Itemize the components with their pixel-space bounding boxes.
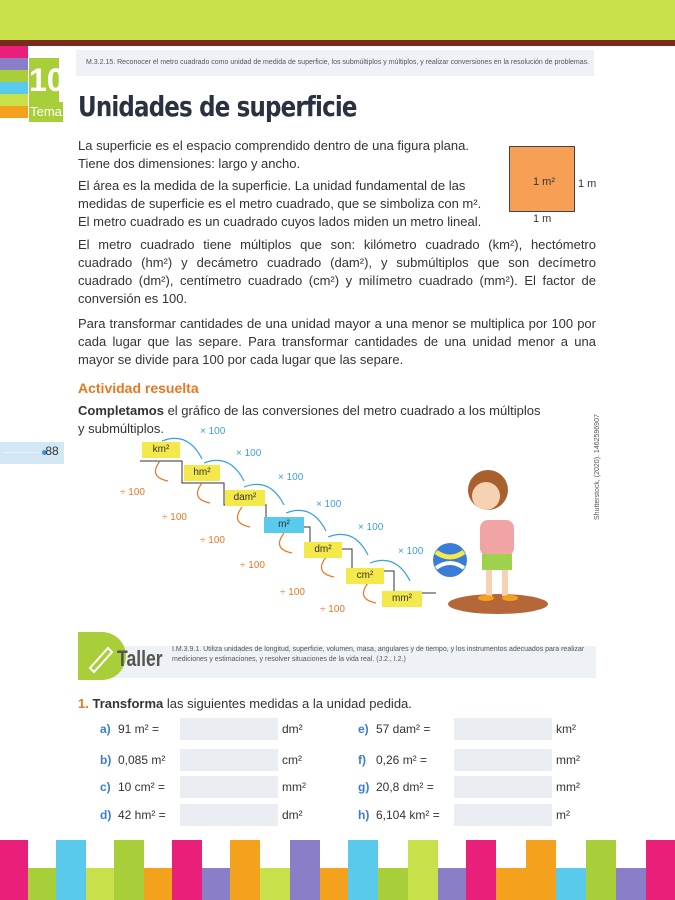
exercise-item-d [100,804,166,826]
item-expression: 42 hm² = [118,808,166,822]
answer-field-a[interactable] [180,718,278,740]
activity-lead-bold: Completamos [78,403,164,418]
bottom-color-strip [0,840,675,900]
item-expression: 6,104 km² = [376,808,440,822]
answer-field-b[interactable] [180,749,278,771]
exercise-item-a [100,718,159,740]
page-number: 88 [45,444,59,458]
target-unit-g: mm² [556,780,580,794]
item-letter: b) [100,753,112,767]
intro-paragraph-1: La superficie es el espacio comprendido dentro de una figura plana. Tiene dos dimensiones: largo y ancho. [78,138,469,171]
taller-standard: I.M.3.9.1. Utiliza unidades de longitud, superficie, volumen, masa, angulares y de tiempo, y los instrumentos adecuados para realizar mediciones y estimaciones, y resolver situaciones de la vida real. (J.2., I.2.) [172,646,585,663]
exercise-item-c [100,776,165,798]
exercise-item-g [358,776,434,798]
exercise-item-h [358,804,440,826]
divide-label-3: ÷ 100 [200,535,225,546]
divide-arrow [322,557,335,577]
exercise-title [78,696,412,711]
divide-label-1: ÷ 100 [120,487,145,498]
unit-m2: m² [264,517,304,533]
divide-arrow [238,507,251,527]
answer-field-d[interactable] [180,804,278,826]
answer-field-f[interactable] [454,749,552,771]
unit-dm2: dm² [304,542,342,558]
taller-label: Taller [117,646,163,671]
item-letter: d) [100,808,112,822]
exercise-item-f [358,749,427,771]
times-label-6: × 100 [398,546,424,557]
page-title: Unidades de superficie [78,90,357,123]
top-rule [0,40,675,46]
times-label-1: × 100 [200,426,226,437]
item-letter: a) [100,722,111,736]
item-expression: 91 m² = [118,722,160,736]
times-label-4: × 100 [316,499,342,510]
divide-arrow [280,533,293,553]
answer-field-e[interactable] [454,718,552,740]
divide-arrow [364,583,377,603]
answer-field-h[interactable] [454,804,552,826]
item-expression: 10 cm² = [118,780,166,794]
square-bottom-label: 1 m [533,213,552,225]
intro-paragraph-3: El metro cuadrado tiene múltiplos que son: kilómetro cuadrado (km²), hectómetro cuadrado (hm²) y decámetro cuadrado (dam²), y submúltiplos que son decímetro cuadrado (dm²), centímetro cuadrado (cm²) y milímetro cuadrado (mm²). El factor de conversión es 100. [78,237,596,306]
item-expression: 20,8 dm² = [376,780,434,794]
item-letter: f) [358,753,366,767]
intro-paragraph-4: Para transformar cantidades de una unidad mayor a una menor se multiplica por 100 por cada lugar que las separe. Para transformar cantidades de una unidad menor a una mayor se divide para 100 por cada lugar que las separe. [78,316,596,367]
top-color-band [0,0,675,40]
target-unit-c: mm² [282,780,306,794]
item-expression: 0,26 m² = [376,753,428,767]
divide-arrow [198,483,211,503]
times-label-3: × 100 [278,472,304,483]
curriculum-standard: M.3.2.15. Reconocer el metro cuadrado como unidad de medida de superficie, los submúltiplos y múltiplos, y realizar conversiones en la resolución de problemas. [76,50,594,76]
exercise-bold: Transforma [92,696,164,711]
target-unit-h: m² [556,808,570,822]
square-side-label: 1 m [578,178,597,190]
conversion-stairs-diagram [120,425,440,615]
exercise-item-e [358,718,430,740]
answer-field-g[interactable] [454,776,552,798]
target-unit-f: mm² [556,753,580,767]
times-label-5: × 100 [358,522,384,533]
item-letter: g) [358,780,370,794]
divide-label-6: ÷ 100 [320,604,345,615]
target-unit-d: dm² [282,808,303,822]
item-letter: e) [358,722,369,736]
exercise-item-b [100,749,165,771]
exercise-number: 1. [78,696,89,711]
image-credit: Shutterstock, (2020). 1462596907 [594,414,601,520]
girl-with-ball-illustration [428,462,548,617]
divide-label-2: ÷ 100 [162,512,187,523]
target-unit-b: cm² [282,753,302,767]
tema-label: Tema [29,102,63,122]
item-letter: h) [358,808,370,822]
activity-title: Actividad resuelta [78,380,199,396]
exercise-text: las siguientes medidas a la unidad pedida. [163,696,412,711]
times-label-2: × 100 [236,448,262,459]
activity-lead-text: el gráfico de las conversiones del metro cuadrado a los múltiplos y submúltiplos. [78,403,541,436]
tema-number: 10 [29,58,59,102]
item-letter: c) [100,780,111,794]
item-expression: 57 dam² = [376,722,431,736]
divide-label-5: ÷ 100 [280,587,305,598]
answer-field-c[interactable] [180,776,278,798]
unit-dam2: dam² [225,490,265,506]
side-color-stripes [0,46,28,118]
unit-mm2: mm² [382,591,422,607]
unit-km2: km² [142,442,180,458]
divide-label-4: ÷ 100 [240,560,265,571]
intro-paragraph-2: El área es la medida de la superficie. La unidad fundamental de las medidas de superficie es el metro cuadrado, que se simboliza con m². El metro cuadrado es un cuadrado cuyos lados miden un metro lineal. [78,178,482,229]
divide-arrow [156,461,169,481]
target-unit-a: dm² [282,722,303,736]
unit-cm2: cm² [346,568,384,584]
unit-hm2: hm² [184,465,220,481]
square-inside-label: 1 m² [533,176,555,188]
target-unit-e: km² [556,722,576,736]
item-expression: 0,085 m² [118,753,166,767]
